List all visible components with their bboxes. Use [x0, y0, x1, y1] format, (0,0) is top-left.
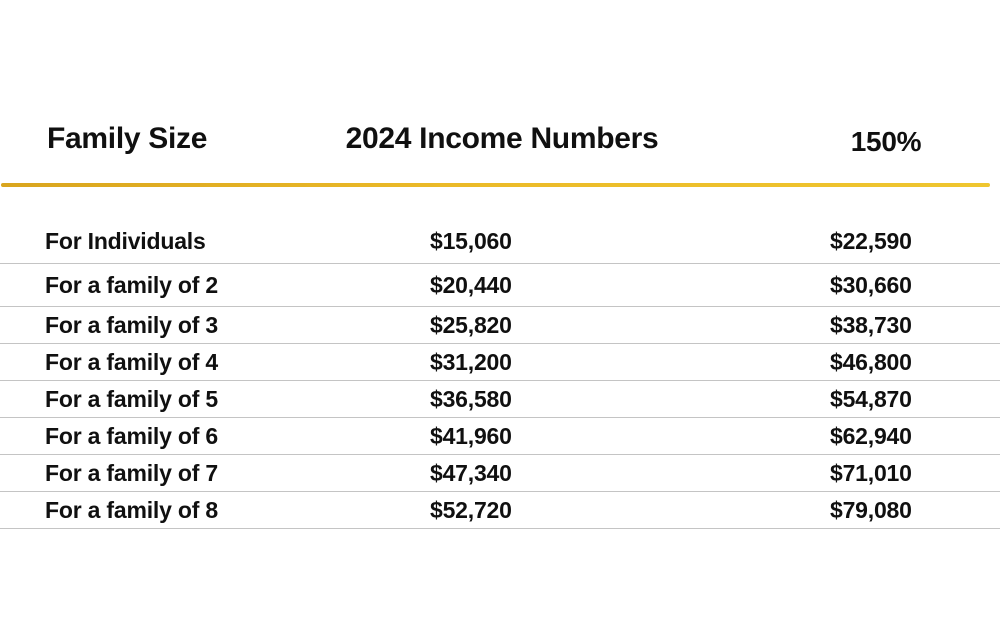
income-cell: $52,720	[430, 496, 512, 523]
table-row	[0, 381, 1000, 418]
column-header-2024-income: 2024 Income Numbers	[345, 122, 659, 155]
income-cell: $41,960	[430, 422, 512, 449]
column-header-150-percent: 150%	[850, 126, 922, 157]
table-row	[0, 307, 1000, 344]
family-size-cell: For a family of 4	[45, 348, 218, 375]
table-body	[0, 185, 1000, 529]
table-row	[0, 418, 1000, 455]
income-cell: $31,200	[430, 348, 512, 375]
pct150-cell: $22,590	[830, 228, 912, 254]
income-cell: $36,580	[430, 385, 512, 412]
family-size-cell: For a family of 6	[45, 422, 218, 449]
income-cell: $20,440	[430, 271, 512, 298]
pct150-cell: $30,660	[830, 271, 912, 298]
table-row	[0, 344, 1000, 381]
table-row	[0, 264, 1000, 307]
income-cell: $47,340	[430, 459, 512, 486]
pct150-cell: $54,870	[830, 385, 912, 412]
family-size-cell: For a family of 5	[45, 385, 218, 412]
family-size-cell: For Individuals	[45, 228, 206, 254]
pct150-cell: $46,800	[830, 348, 912, 375]
pct150-cell: $79,080	[830, 496, 912, 523]
family-size-cell: For a family of 7	[45, 459, 218, 486]
table-row	[0, 455, 1000, 492]
table-row	[0, 185, 1000, 264]
pct150-cell: $38,730	[830, 311, 912, 338]
pct150-cell: $71,010	[830, 459, 912, 486]
family-size-cell: For a family of 3	[45, 311, 218, 338]
income-cell: $25,820	[430, 311, 512, 338]
column-header-family-size: Family Size	[47, 122, 208, 155]
family-size-cell: For a family of 8	[45, 496, 218, 523]
pct150-cell: $62,940	[830, 422, 912, 449]
income-cell: $15,060	[430, 228, 512, 254]
family-size-cell: For a family of 2	[45, 271, 218, 298]
table-row	[0, 492, 1000, 529]
